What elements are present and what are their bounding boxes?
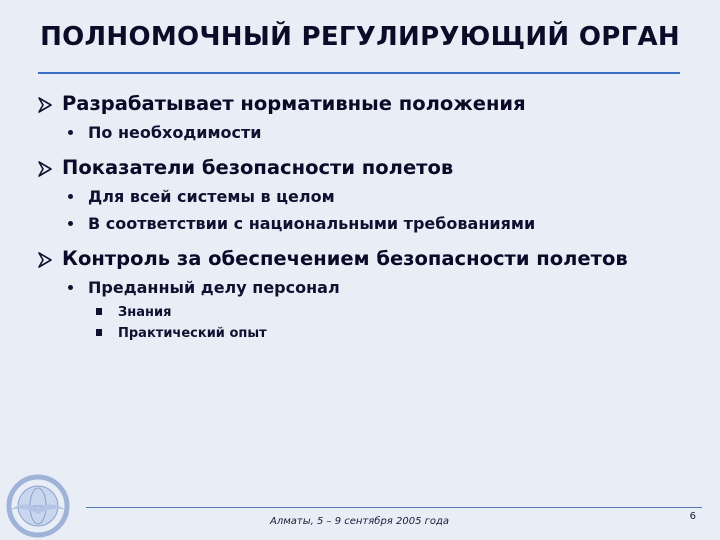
square-icon [96,308,102,315]
arrow-right-icon [36,96,54,114]
bullet-item [36,92,690,115]
sub-bullet-item [36,187,690,206]
bullet-item [36,247,690,270]
sub-bullet-item [36,123,690,142]
sub-bullet-text: Для всей системы в целом [88,187,335,206]
page-number: 6 [689,511,696,522]
sub-bullet-text: В соответствии с национальными требованиями [88,214,536,233]
sub-sub-bullet-item [36,305,690,320]
icao-logo [6,474,70,538]
sub-sub-bullet-text: Практический опыт [118,326,267,341]
dot-icon [68,130,73,135]
footer-divider [86,507,702,508]
title-divider [38,72,680,74]
bullet-list [36,92,690,341]
sub-bullet-text: Преданный делу персонал [88,278,340,297]
bullet-item [36,156,690,179]
dot-icon [68,221,73,226]
sub-sub-bullet-text: Знания [118,305,172,320]
square-icon [96,329,102,336]
bullet-text: Контроль за обеспечением безопасности полетов [62,247,628,270]
sub-bullet-text: По необходимости [88,123,262,142]
sub-bullet-item [36,214,690,233]
arrow-right-icon [36,160,54,178]
bullet-text: Разрабатывает нормативные положения [62,92,526,115]
slide-title: ПОЛНОМОЧНЫЙ РЕГУЛИРУЮЩИЙ ОРГАН [40,22,680,52]
arrow-right-icon [36,251,54,269]
footer-caption: Алматы, 5 – 9 сентября 2005 года [270,516,450,527]
dot-icon [68,285,73,290]
bullet-text: Показатели безопасности полетов [62,156,454,179]
sub-sub-bullet-item [36,326,690,341]
sub-bullet-item [36,278,690,297]
dot-icon [68,194,73,199]
